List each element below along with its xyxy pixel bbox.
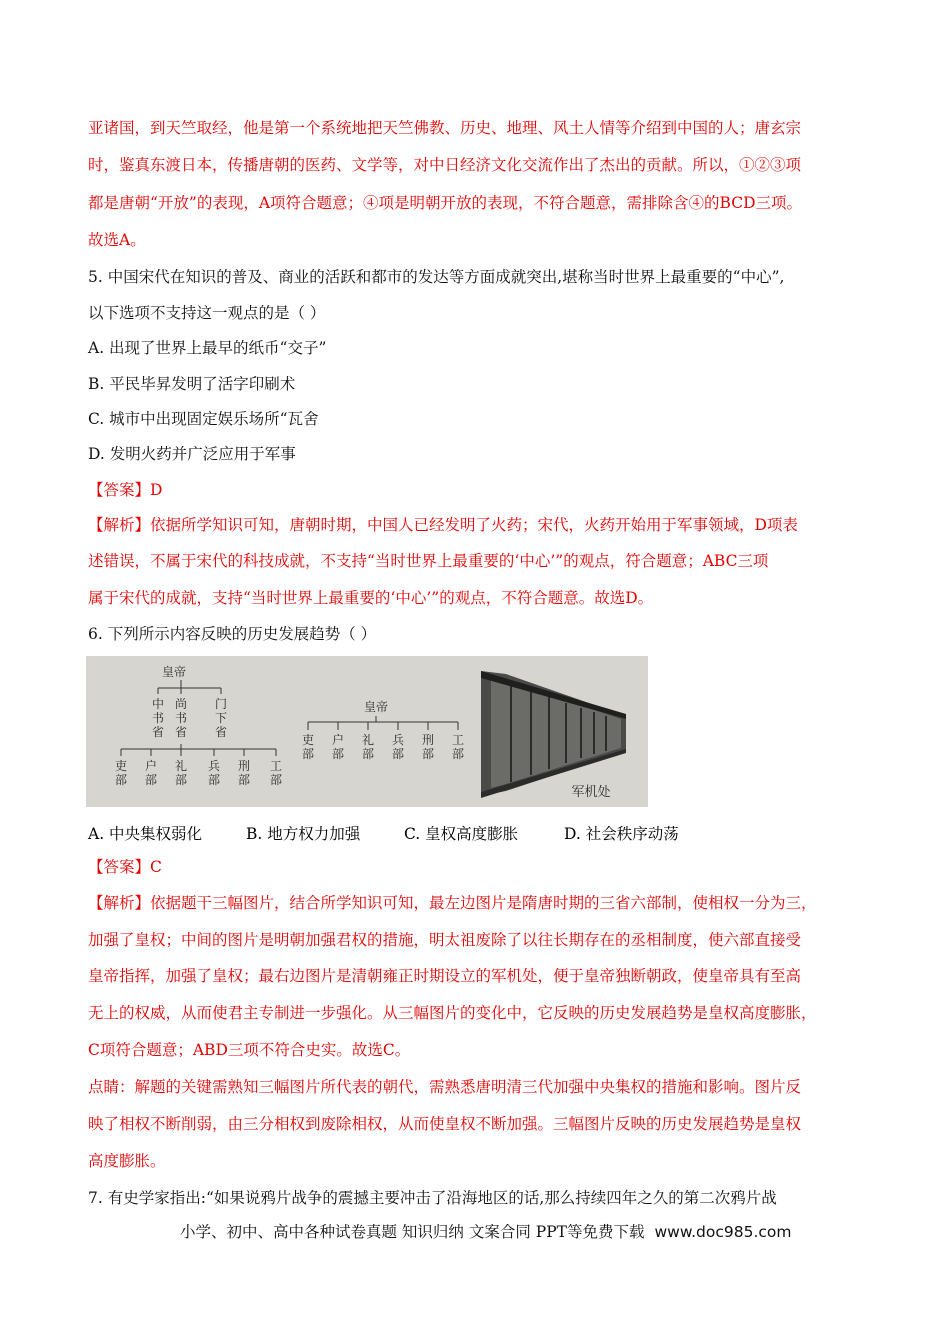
tip-line: 高度膨胀。 xyxy=(88,1152,166,1170)
fig-middle-dept-0: 吏部 xyxy=(301,733,315,761)
fig-middle-dept-2: 礼部 xyxy=(361,733,375,761)
fig-right-caption: 军机处 xyxy=(571,785,611,800)
fig-middle-dept-5: 工部 xyxy=(451,733,465,761)
analysis-line: 时，鉴真东渡日本，传播唐朝的医药、文学等，对中日经济文化交流作出了杰出的贡献。所以，①②③项 xyxy=(88,156,802,174)
fig-left-ministry-2: 门下省 xyxy=(214,697,228,739)
analysis-line: C项符合题意；ABD三项不符合史实。故选C。 xyxy=(88,1041,411,1059)
analysis-line: 皇帝指挥，加强了皇权；最右边图片是清朝雍正时期设立的军机处，便于皇帝独断朝政，使皇帝具有至高 xyxy=(88,967,802,985)
fig-left-dept-5: 工部 xyxy=(269,759,283,787)
analysis-line: 【解析】依据所学知识可知，唐朝时期，中国人已经发明了火药；宋代，火药开始用于军事领域，D项表 xyxy=(88,516,798,534)
fig-left-dept-1: 户部 xyxy=(144,759,158,787)
question-6-option-c: C. 皇权高度膨胀 xyxy=(404,825,519,843)
analysis-line: 都是唐朝“开放”的表现，A项符合题意；④项是明朝开放的表现，不符合题意，需排除含④的BCD三项。 xyxy=(88,194,803,212)
question-5-option-d: D. 发明火药并广泛应用于军事 xyxy=(88,445,296,463)
question-5-option-c: C. 城市中出现固定娱乐场所“瓦舍 xyxy=(88,410,319,428)
question-5-option-b: B. 平民毕昇发明了活字印刷术 xyxy=(88,375,296,393)
question-7-stem: 7. 有史学家指出:“如果说鸦片战争的震撼主要冲击了沿海地区的话,那么持续四年之久的第二次鸦片战 xyxy=(88,1189,777,1207)
fig-middle-dept-3: 兵部 xyxy=(391,733,405,761)
question-6-option-a: A. 中央集权弱化 xyxy=(88,825,203,843)
answer-label: 【答案】D xyxy=(88,481,163,499)
analysis-line: 亚诸国，到天竺取经，他是第一个系统地把天竺佛教、历史、地理、风土人情等介绍到中国的人；唐玄宗 xyxy=(88,119,802,137)
footer-url[interactable]: www.doc985.com xyxy=(654,1223,792,1241)
fig-left-dept-4: 刑部 xyxy=(237,759,251,787)
fig-left-ministry-0: 中书省 xyxy=(151,697,165,739)
analysis-line: 无上的权威，从而使君主专制进一步强化。从三幅图片的变化中，它反映的历史发展趋势是皇权高度膨胀， xyxy=(88,1004,817,1022)
tip-line: 点睛：解题的关键需熟知三幅图片所代表的朝代，需熟悉唐明清三代加强中央集权的措施和影响。图片反 xyxy=(88,1078,802,1096)
question-5-option-a: A. 出现了世界上最早的纸币“交子” xyxy=(88,339,327,357)
question-6-options xyxy=(88,822,679,844)
history-figure-image xyxy=(86,656,648,807)
tip-line: 映了相权不断削弱，由三分相权到废除相权，从而使皇权不断加强。三幅图片反映的历史发展趋势是皇权 xyxy=(88,1115,802,1133)
analysis-line: 述错误，不属于宋代的科技成就，不支持“当时世界上最重要的‘中心’”的观点，符合题意；ABC三项 xyxy=(88,552,769,570)
fig-middle-dept-4: 刑部 xyxy=(421,733,435,761)
analysis-line: 加强了皇权；中间的图片是明朝加强君权的措施，明太祖废除了以往长期存在的丞相制度，使六部直接受 xyxy=(88,931,802,949)
fig-left-emperor: 皇帝 xyxy=(161,665,187,679)
footer-text: 小学、初中、高中各种试卷真题 知识归纳 文案合同 PPT等免费下载 xyxy=(180,1223,645,1241)
fig-middle-emperor: 皇帝 xyxy=(363,700,389,714)
analysis-line: 故选A。 xyxy=(88,231,146,249)
fig-middle-dept-1: 户部 xyxy=(331,733,345,761)
question-6-stem: 6. 下列所示内容反映的历史发展趋势（ ） xyxy=(88,625,377,643)
fig-left-dept-3: 兵部 xyxy=(207,759,221,787)
analysis-line: 属于宋代的成就，支持“当时世界上最重要的‘中心’”的观点，不符合题意。故选D。 xyxy=(88,589,654,607)
fig-left-dept-2: 礼部 xyxy=(174,759,188,787)
page-footer xyxy=(180,1220,791,1242)
fig-left-dept-0: 吏部 xyxy=(114,759,128,787)
question-6-option-b: B. 地方权力加强 xyxy=(246,825,361,843)
question-5-stem: 5. 中国宋代在知识的普及、商业的活跃和都市的发达等方面成就突出,堪称当时世界上最重要的“中心”, xyxy=(88,268,785,286)
analysis-line: 【解析】依据题干三幅图片，结合所学知识可知，最左边图片是隋唐时期的三省六部制，使相权一分为三， xyxy=(88,894,817,912)
fig-left-ministry-1: 尚书省 xyxy=(174,697,188,739)
question-5-stem: 以下选项不支持这一观点的是（ ） xyxy=(88,304,326,322)
answer-label: 【答案】C xyxy=(88,858,162,876)
question-6-option-d: D. 社会秩序动荡 xyxy=(564,825,679,843)
